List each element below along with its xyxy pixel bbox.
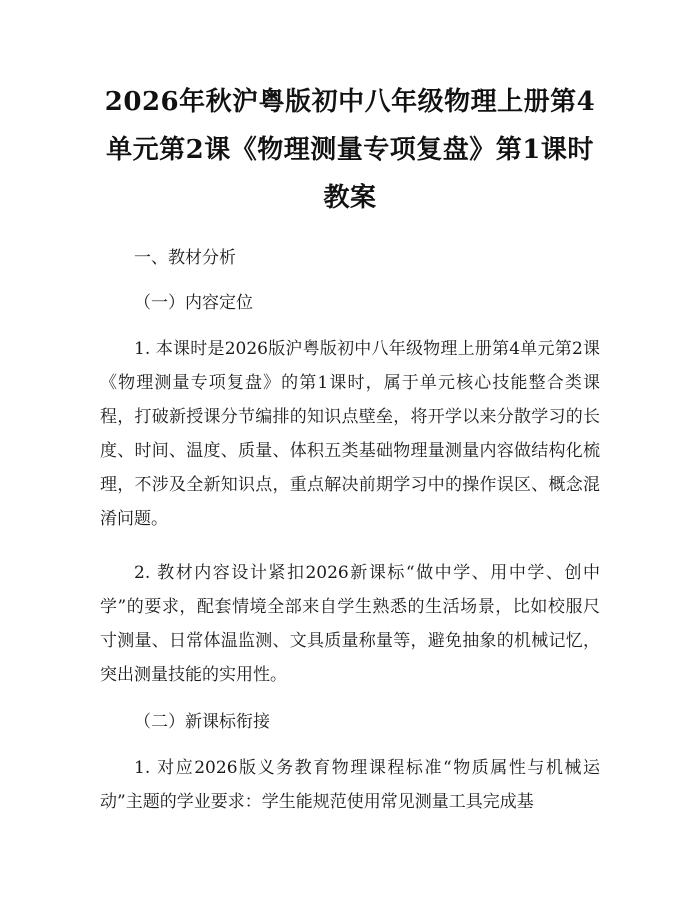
section-heading-textbook-analysis: 一、教材分析 [134,248,236,268]
paragraph: 1. 本课时是2026版沪粤版初中八年级物理上册第4单元第2课《物理测量专项复盘》的第1课时，属于单元核心技能整合类课程，打破新授课分节编排的知识点壁垒，将开学以来分散学习的长度、时间、温度、质量、体积五类基础物理量测量内容做结构化梳理，不涉及全新知识点，重点解决前期学习中的操作误区、概念混淆问题。 [100,339,600,529]
document-title: 2026年秋沪粤版初中八年级物理上册第4单元第2课《物理测量专项复盘》第1课时教案 [104,87,596,213]
paragraph: 2. 教材内容设计紧扣2026新课标“做中学、用中学、创中学”的要求，配套情境全部来自学生熟悉的生活场景，比如校服尺寸测量、日常体温监测、文具质量称量等，避免抽象的机械记忆，突出测量技能的实用性。 [100,563,600,685]
subsection-heading-curriculum-standard-link: （二）新课标衔接 [134,712,270,732]
subsection-heading-content-positioning: （一）内容定位 [134,293,253,313]
paragraph: 1. 对应2026版义务教育物理课程标准“物质属性与机械运动”主题的学业要求：学生能规范使用常见测量工具完成基 [100,758,600,812]
